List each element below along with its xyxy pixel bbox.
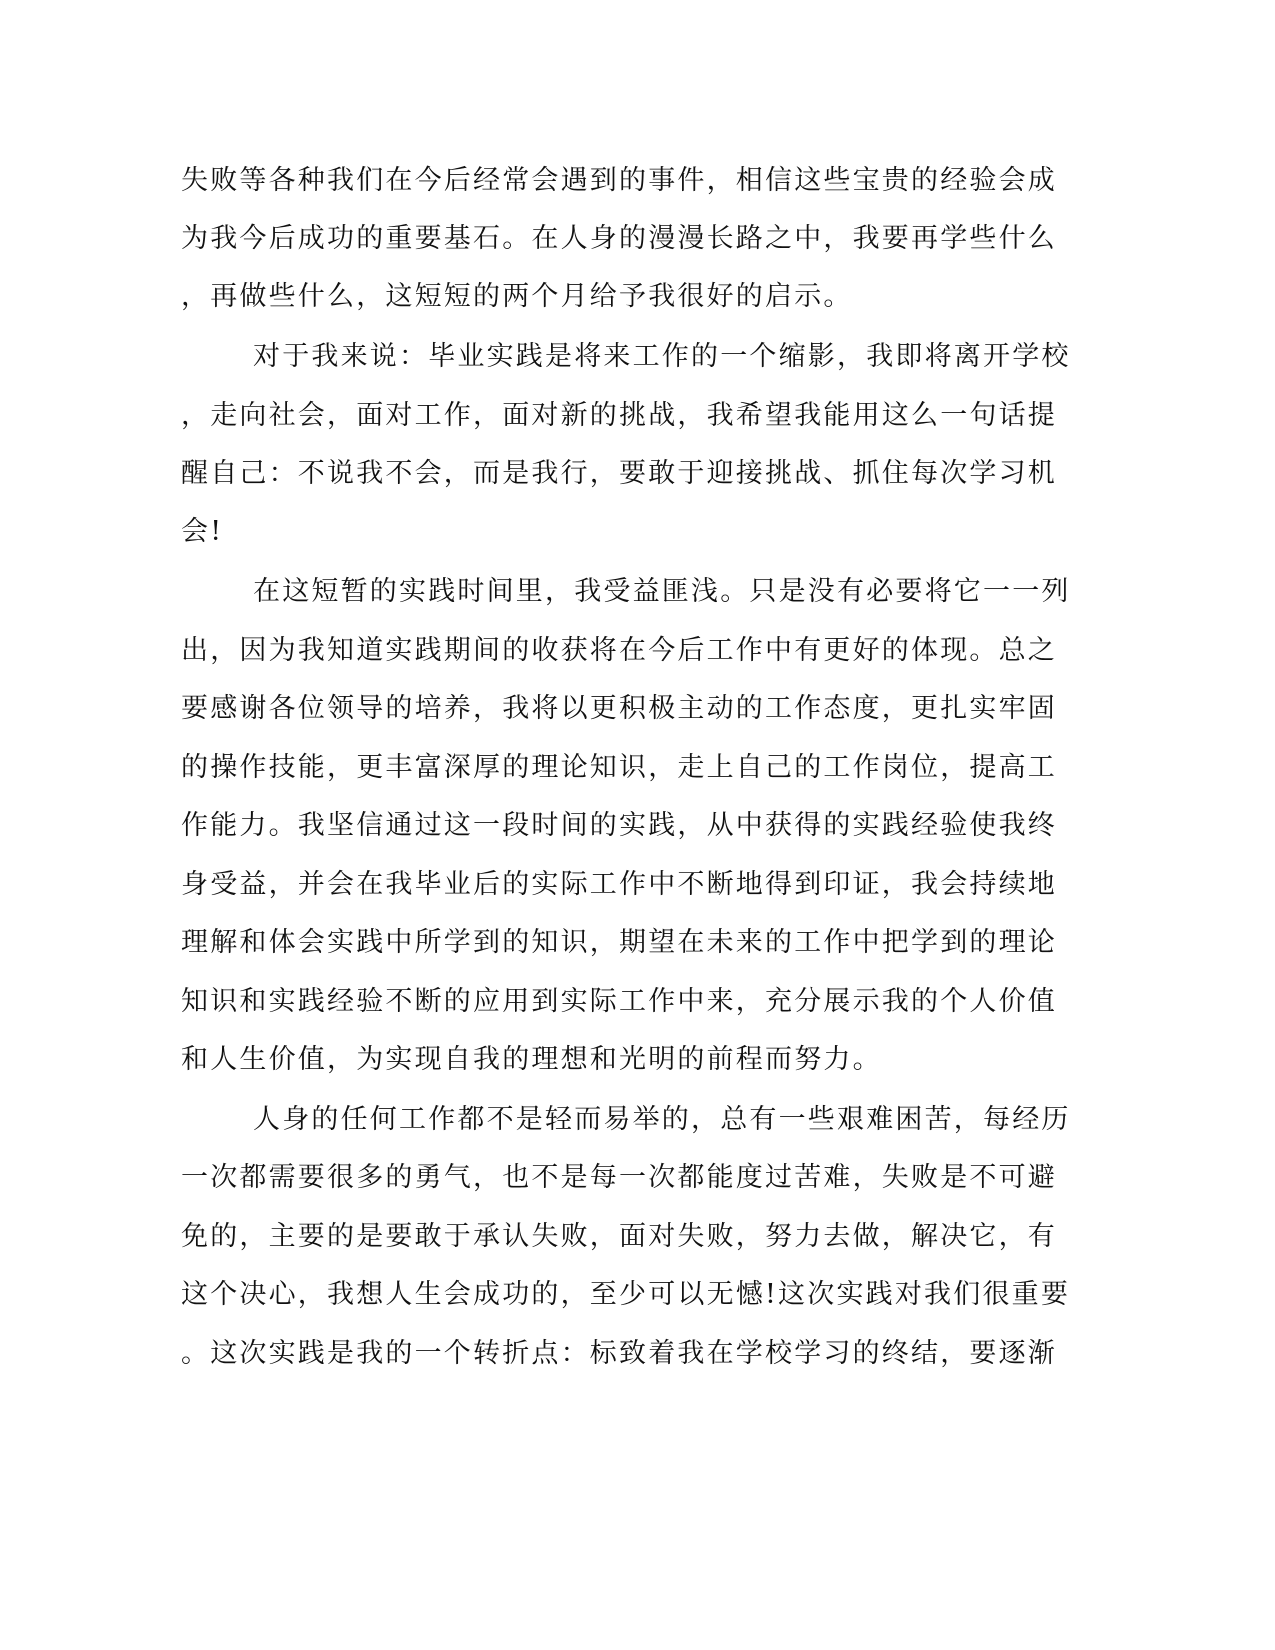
paragraph-line: ，再做些什么，这短短的两个月给予我很好的启示。 bbox=[181, 281, 853, 312]
paragraph-line: 要感谢各位领导的培养，我将以更积极主动的工作态度，更扎实牢固 bbox=[181, 693, 1057, 724]
paragraph-line: ，走向社会，面对工作，面对新的挑战，我希望我能用这么一句话提 bbox=[181, 400, 1057, 431]
paragraph-line: 一次都需要很多的勇气，也不是每一次都能度过苦难，失败是不可避 bbox=[181, 1162, 1057, 1193]
paragraph-line: 为我今后成功的重要基石。在人身的漫漫长路之中，我要再学些什么 bbox=[181, 223, 1057, 254]
paragraph-line: 出，因为我知道实践期间的收获将在今后工作中有更好的体现。总之 bbox=[181, 635, 1057, 666]
paragraph-line: 在这短暂的实践时间里，我受益匪浅。只是没有必要将它一一列 bbox=[253, 576, 1071, 607]
paragraph-line: 免的，主要的是要敢于承认失败，面对失败，努力去做，解决它，有 bbox=[181, 1221, 1057, 1252]
paragraph-line: 对于我来说：毕业实践是将来工作的一个缩影，我即将离开学校 bbox=[253, 341, 1071, 372]
paragraph-line: 失败等各种我们在今后经常会遇到的事件，相信这些宝贵的经验会成 bbox=[181, 165, 1057, 196]
paragraph-line: 和人生价值，为实现自我的理想和光明的前程而努力。 bbox=[181, 1044, 882, 1075]
paragraph-line: 人身的任何工作都不是轻而易举的，总有一些艰难困苦，每经历 bbox=[253, 1104, 1071, 1135]
paragraph-line: 身受益，并会在我毕业后的实际工作中不断地得到印证，我会持续地 bbox=[181, 869, 1057, 900]
paragraph-line: 醒自己：不说我不会，而是我行，要敢于迎接挑战、抓住每次学习机 bbox=[181, 458, 1057, 489]
paragraph-line: 理解和体会实践中所学到的知识，期望在未来的工作中把学到的理论 bbox=[181, 927, 1057, 958]
paragraph-line: 。这次实践是我的一个转折点：标致着我在学校学习的终结，要逐渐 bbox=[181, 1338, 1057, 1369]
paragraph-line: 作能力。我坚信通过这一段时间的实践，从中获得的实践经验使我终 bbox=[181, 810, 1057, 841]
paragraph-line: 这个决心，我想人生会成功的，至少可以无憾!这次实践对我们很重要 bbox=[181, 1279, 1071, 1310]
paragraph-line: 知识和实践经验不断的应用到实际工作中来，充分展示我的个人价值 bbox=[181, 986, 1057, 1017]
paragraph-line: 会! bbox=[181, 516, 224, 547]
paragraph-line: 的操作技能，更丰富深厚的理论知识，走上自己的工作岗位，提高工 bbox=[181, 752, 1057, 783]
